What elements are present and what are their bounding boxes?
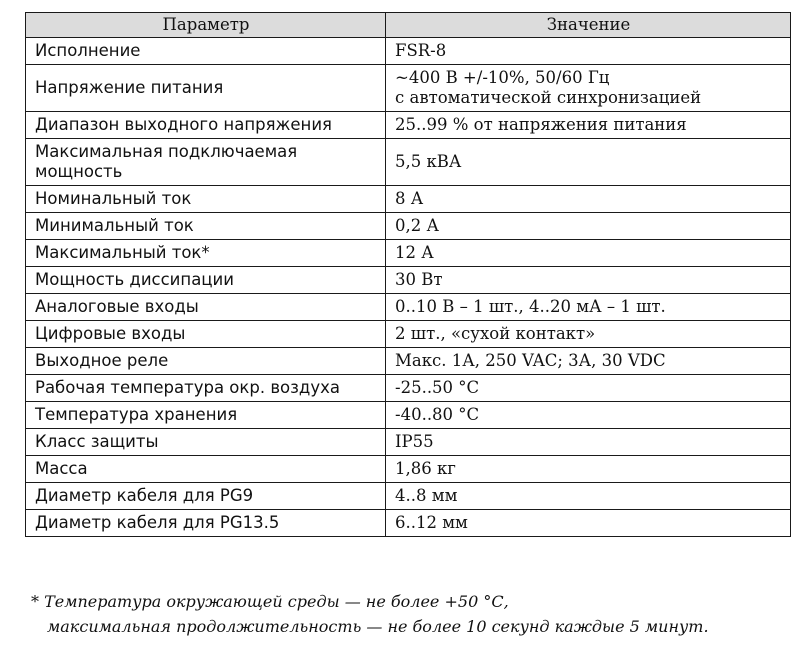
parameter-cell: Максимальный ток* bbox=[26, 240, 386, 267]
table-row bbox=[26, 240, 791, 267]
parameter-cell: Максимальная подключаемая мощность bbox=[26, 139, 386, 186]
table-row bbox=[26, 429, 791, 456]
value-cell bbox=[386, 139, 791, 186]
value-line: Макс. 1А, 250 VAC; 3А, 30 VDC bbox=[395, 351, 666, 370]
footnote-line-2: максимальная продолжительность — не более 10 секунд каждые 5 минут. bbox=[47, 617, 709, 636]
table-body bbox=[26, 38, 791, 537]
value-cell bbox=[386, 112, 791, 139]
parameter-cell: Напряжение питания bbox=[26, 65, 386, 112]
value-line: 6..12 мм bbox=[395, 513, 468, 532]
footnote bbox=[31, 589, 709, 639]
column-header-parameter: Параметр bbox=[26, 13, 386, 38]
value-line: 25..99 % от напряжения питания bbox=[395, 115, 687, 134]
value-line: 8 А bbox=[395, 189, 424, 208]
value-line: FSR-8 bbox=[395, 41, 447, 60]
value-cell bbox=[386, 65, 791, 112]
footnote-line-1: * Температура окружающей среды — не более +50 °С, bbox=[31, 592, 509, 611]
specifications-table bbox=[25, 12, 791, 537]
parameter-cell: Аналоговые входы bbox=[26, 294, 386, 321]
value-line: 12 А bbox=[395, 243, 434, 262]
table-row bbox=[26, 139, 791, 186]
parameter-cell: Класс защиты bbox=[26, 429, 386, 456]
parameter-cell: Температура хранения bbox=[26, 402, 386, 429]
table-row bbox=[26, 213, 791, 240]
parameter-cell: Диапазон выходного напряжения bbox=[26, 112, 386, 139]
value-line: -25..50 °С bbox=[395, 378, 480, 397]
table-row bbox=[26, 375, 791, 402]
table-row bbox=[26, 294, 791, 321]
table-row bbox=[26, 456, 791, 483]
parameter-cell: Минимальный ток bbox=[26, 213, 386, 240]
value-cell bbox=[386, 429, 791, 456]
value-cell bbox=[386, 38, 791, 65]
value-cell bbox=[386, 375, 791, 402]
table-row bbox=[26, 402, 791, 429]
value-cell bbox=[386, 348, 791, 375]
parameter-cell: Цифровые входы bbox=[26, 321, 386, 348]
parameter-cell: Диаметр кабеля для PG9 bbox=[26, 483, 386, 510]
table-row bbox=[26, 38, 791, 65]
table-row bbox=[26, 267, 791, 294]
value-cell bbox=[386, 456, 791, 483]
parameter-cell: Выходное реле bbox=[26, 348, 386, 375]
value-cell bbox=[386, 294, 791, 321]
table-row bbox=[26, 112, 791, 139]
table-row bbox=[26, 348, 791, 375]
table-row bbox=[26, 65, 791, 112]
value-line: 1,86 кг bbox=[395, 459, 456, 478]
parameter-cell: Рабочая температура окр. воздуха bbox=[26, 375, 386, 402]
value-cell bbox=[386, 240, 791, 267]
table-row bbox=[26, 186, 791, 213]
value-line: 0,2 А bbox=[395, 216, 439, 235]
value-line: с автоматической синхронизацией bbox=[395, 88, 702, 107]
value-line: 4..8 мм bbox=[395, 486, 458, 505]
parameter-cell: Масса bbox=[26, 456, 386, 483]
value-line: 2 шт., «сухой контакт» bbox=[395, 324, 596, 343]
value-cell bbox=[386, 186, 791, 213]
value-cell bbox=[386, 267, 791, 294]
table-row bbox=[26, 510, 791, 537]
table-row bbox=[26, 483, 791, 510]
value-line: 5,5 кВА bbox=[395, 152, 462, 171]
parameter-cell: Номинальный ток bbox=[26, 186, 386, 213]
column-header-value: Значение bbox=[386, 13, 791, 38]
table-row bbox=[26, 321, 791, 348]
value-line: IP55 bbox=[395, 432, 434, 451]
value-cell bbox=[386, 402, 791, 429]
value-cell bbox=[386, 510, 791, 537]
value-line: -40..80 °С bbox=[395, 405, 480, 424]
table-header-row bbox=[26, 13, 791, 38]
value-line: 0..10 В – 1 шт., 4..20 мА – 1 шт. bbox=[395, 297, 666, 316]
value-cell bbox=[386, 213, 791, 240]
value-cell bbox=[386, 483, 791, 510]
parameter-cell: Исполнение bbox=[26, 38, 386, 65]
value-line: 30 Вт bbox=[395, 270, 443, 289]
value-cell bbox=[386, 321, 791, 348]
parameter-cell: Мощность диссипации bbox=[26, 267, 386, 294]
parameter-cell: Диаметр кабеля для PG13.5 bbox=[26, 510, 386, 537]
value-line: ~400 В +/-10%, 50/60 Гц bbox=[395, 68, 610, 87]
